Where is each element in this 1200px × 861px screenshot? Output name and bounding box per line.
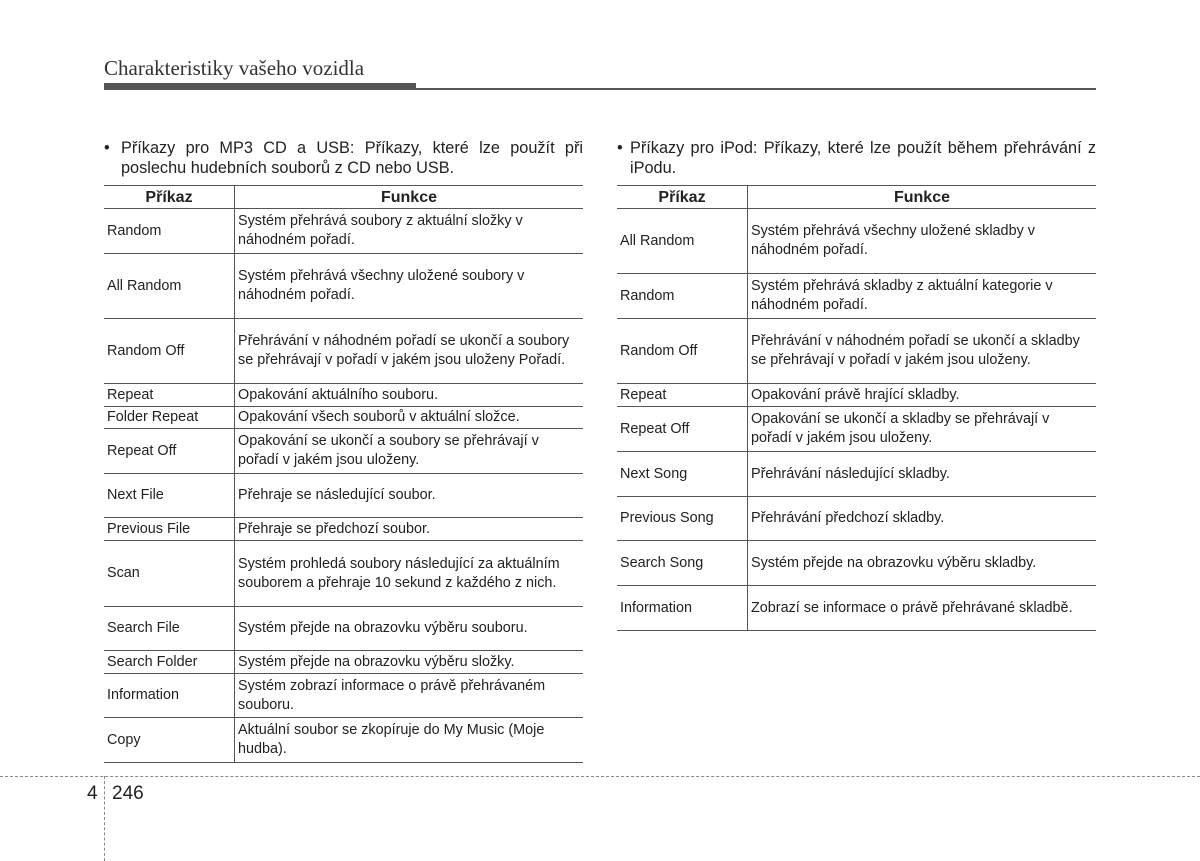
command-cell: Search Song [617,541,748,586]
table-row [104,541,583,607]
command-cell: Repeat [617,384,748,407]
command-cell: Search Folder [104,651,235,674]
table-row [104,209,583,254]
command-cell: Information [617,586,748,631]
function-cell: Přehraje se předchozí soubor. [235,518,584,541]
function-cell: Systém přejde na obrazovku výběru souboru. [235,607,584,651]
command-cell: Repeat [104,384,235,407]
function-cell: Přehrávání předchozí skladby. [748,497,1097,541]
footer-dashed-rule [0,776,1200,777]
function-cell: Systém přejde na obrazovku výběru složky. [235,651,584,674]
table-row [104,407,583,429]
page-number: 246 [112,783,144,804]
command-cell: Next Song [617,452,748,497]
function-cell: Systém přehrává skladby z aktuální kategorie v náhodném pořadí. [748,274,1097,319]
table-row [617,452,1096,497]
command-cell: Random [104,209,235,254]
function-cell: Systém prohledá soubory následující za aktuálním souborem a přehraje 10 sekund z každého z nich. [235,541,584,607]
page-title: Charakteristiky vašeho vozidla [104,56,365,80]
left-bullet-text: Příkazy pro MP3 CD a USB: Příkazy, které lze použít při poslechu hudebních souborů z CD nebo USB. [121,139,583,177]
mp3-usb-commands-table [104,185,583,763]
left-bullet [104,138,583,185]
table-row [617,541,1096,586]
command-cell: All Random [104,254,235,319]
function-cell: Přehrávání v náhodném pořadí se ukončí a skladby se přehrávají v pořadí v jakém jsou uloženy. [748,319,1097,384]
column-header-function: Funkce [748,186,1097,209]
function-cell: Systém přehrává všechny uložené soubory v náhodném pořadí. [235,254,584,319]
function-cell: Přehrávání následující skladby. [748,452,1097,497]
command-cell: Repeat Off [617,407,748,452]
column-header-function: Funkce [235,186,584,209]
command-cell: Search File [104,607,235,651]
table-header-row [617,186,1096,209]
function-cell: Přehrávání v náhodném pořadí se ukončí a soubory se přehrávají v pořadí v jakém jsou uloženy Pořadí. [235,319,584,384]
left-column [104,138,583,763]
table-header-row [104,186,583,209]
function-cell: Systém přehrává všechny uložené skladby v náhodném pořadí. [748,209,1097,274]
function-cell: Opakování všech souborů v aktuální složce. [235,407,584,429]
function-cell: Systém zobrazí informace o právě přehrávaném souboru. [235,674,584,718]
header-rule-thin [416,88,1096,90]
table-row [617,319,1096,384]
right-bullet [617,138,1096,185]
command-cell: Random [617,274,748,319]
command-cell: Copy [104,718,235,763]
table-row [104,319,583,384]
function-cell: Opakování se ukončí a skladby se přehrávají v pořadí v jakém jsou uloženy. [748,407,1097,452]
function-cell: Opakování se ukončí a soubory se přehrávají v pořadí v jakém jsou uloženy. [235,429,584,474]
table-row [104,384,583,407]
table-row [617,497,1096,541]
function-cell: Přehraje se následující soubor. [235,474,584,518]
table-row [104,429,583,474]
command-cell: Next File [104,474,235,518]
table-row [617,407,1096,452]
column-header-command: Příkaz [617,186,748,209]
function-cell: Aktuální soubor se zkopíruje do My Music (Moje hudba). [235,718,584,763]
right-column [617,138,1096,631]
function-cell: Systém přehrává soubory z aktuální složky v náhodném pořadí. [235,209,584,254]
table-row [104,518,583,541]
command-cell: Scan [104,541,235,607]
table-row [617,209,1096,274]
ipod-commands-table [617,185,1096,631]
table-row [104,607,583,651]
bullet-dot: • [104,139,110,157]
table-row [104,651,583,674]
bullet-dot: • [617,139,623,157]
command-cell: All Random [617,209,748,274]
command-cell: Information [104,674,235,718]
function-cell: Zobrazí se informace o právě přehrávané skladbě. [748,586,1097,631]
header-rule-thick [104,83,416,90]
command-cell: Repeat Off [104,429,235,474]
command-cell: Folder Repeat [104,407,235,429]
table-row [104,254,583,319]
chapter-number: 4 [87,783,98,804]
function-cell: Systém přejde na obrazovku výběru skladby. [748,541,1097,586]
table-row [104,474,583,518]
function-cell: Opakování aktuálního souboru. [235,384,584,407]
table-row [104,674,583,718]
command-cell: Previous File [104,518,235,541]
footer-dashed-divider [104,776,105,861]
function-cell: Opakování právě hrající skladby. [748,384,1097,407]
table-row [617,384,1096,407]
right-bullet-text: Příkazy pro iPod: Příkazy, které lze použít během přehrávání z iPodu. [630,139,1096,177]
column-header-command: Příkaz [104,186,235,209]
command-cell: Previous Song [617,497,748,541]
table-row [617,586,1096,631]
table-row [617,274,1096,319]
command-cell: Random Off [104,319,235,384]
command-cell: Random Off [617,319,748,384]
table-row [104,718,583,763]
